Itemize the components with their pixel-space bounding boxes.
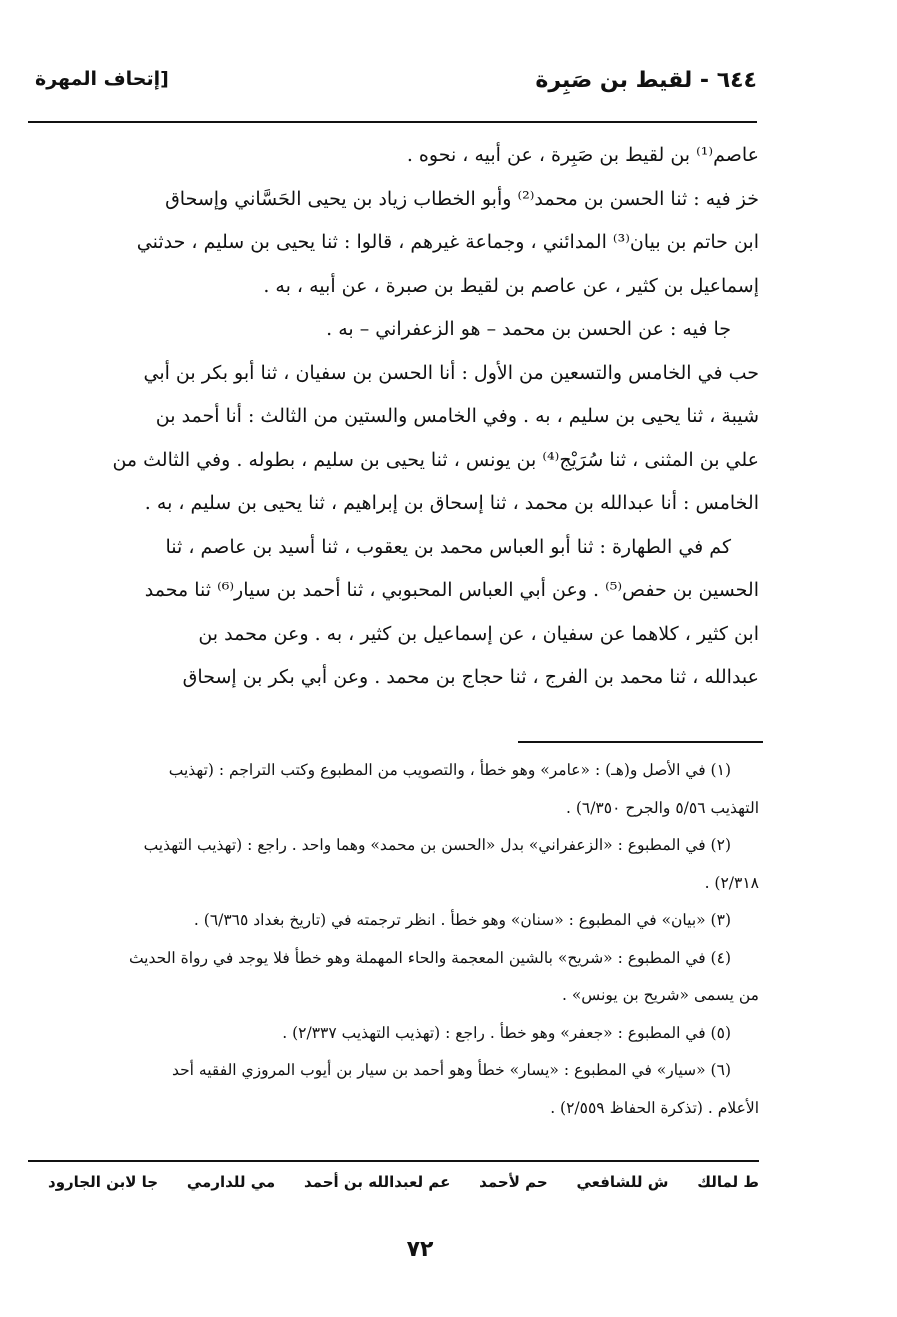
main-text: [48, 134, 759, 700]
legend-item: عم لعبدالله بن أحمد: [304, 1173, 451, 1191]
header-rule: [28, 121, 757, 123]
text-line: حب في الخامس والتسعين من الأول : أنا الحسن بن سفيان ، ثنا أبو بكر بن أبي: [143, 361, 759, 384]
text-line: جا فيه : عن الحسن بن محمد – هو الزعفراني – به .: [326, 318, 731, 340]
chapter-title: ٦٤٤ - لقيط بن صَبِرة: [535, 68, 757, 93]
footnote-line: (٦) «سيار» في المطبوع : «يسار» خطأ وهو أحمد بن سيار بن أيوب المروزي الفقيه أحد: [171, 1061, 731, 1079]
text-line: الخامس : أنا عبدالله بن محمد ، ثنا إسحاق بن إبراهيم ، ثنا يحيى بن سليم ، به .: [144, 492, 759, 514]
page-header: [35, 68, 757, 108]
text-line: عبدالله ، ثنا محمد بن الفرج ، ثنا حجاج بن محمد . وعن أبي بكر بن إسحاق: [182, 666, 759, 688]
footnote-line: (٥) في المطبوع : «جعفر» وهو خطأ . راجع : (تهذيب التهذيب ٢/٣٣٧) .: [282, 1023, 731, 1042]
legend-item: جا لابن الجارود: [48, 1173, 159, 1191]
text-line: ابن حاتم بن بيان⁽³⁾ المدائني ، وجماعة غيرهم ، قالوا : ثنا يحيى بن سليم ، حدثني: [136, 231, 759, 253]
footnote-line: (١) في الأصل و(هـ) : «عامر» وهو خطأ ، والتصويب من المطبوع وكتب التراجم : (تهذيب: [168, 761, 731, 779]
book-title: [إتحاف المهرة: [35, 68, 169, 90]
legend-item: ش للشافعي: [576, 1173, 669, 1191]
footnote-separator: [518, 741, 763, 743]
page-number: ٧٢: [406, 1237, 434, 1262]
text-line: شيبة ، ثنا يحيى بن سليم ، به . وفي الخامس والستين من الثالث : أنا أحمد بن: [155, 405, 759, 427]
footnote-line: (٣) «بيان» في المطبوع : «سنان» وهو خطأ . انظر ترجمته في (تاريخ بغداد ٦/٣٦٥) .: [193, 911, 731, 929]
text-line: إسماعيل بن كثير ، عن عاصم بن لقيط بن صبرة ، عن أبيه ، به .: [263, 274, 759, 297]
text-line: كم في الطهارة : ثنا أبو العباس محمد بن يعقوب ، ثنا أسيد بن عاصم ، ثنا: [165, 535, 731, 558]
footnote-line: الأعلام . (تذكرة الحفاظ ٢/٥٥٩) .: [550, 1098, 759, 1117]
text-line: عاصم⁽¹⁾ بن لقيط بن صَبِرة ، عن أبيه ، نحوه .: [406, 144, 759, 166]
text-line: ابن كثير ، كلاهما عن سفيان ، عن إسماعيل بن كثير ، به . وعن محمد بن: [198, 622, 759, 645]
footnote-line: (٤) في المطبوع : «شريح» بالشين المعجمة والحاء المهملة وهو خطأ فلا يوجد في رواة الحديث: [128, 948, 731, 967]
footnote-line: ٢/٣١٨) .: [704, 873, 759, 892]
abbreviation-legend: [48, 1173, 759, 1209]
text-line: الحسين بن حفص⁽⁵⁾ . وعن أبي العباس المحبوبي ، ثنا أحمد بن سيار⁽⁶⁾ ثنا محمد: [144, 579, 759, 601]
legend-item: ط لمالك: [697, 1173, 759, 1191]
footnote-line: (٢) في المطبوع : «الزعفراني» بدل «الحسن بن محمد» وهما واحد . راجع : (تهذيب التهذيب: [143, 836, 731, 854]
footnote-line: التهذيب ٥/٥٦ والجرح ٦/٣٥٠) .: [565, 798, 759, 817]
legend-item: حم لأحمد: [479, 1173, 548, 1191]
footnote-line: من يسمى «شريح بن يونس» .: [561, 986, 759, 1004]
legend-item: مي للدارمي: [186, 1173, 276, 1191]
text-line: خز فيه : ثنا الحسن بن محمد⁽²⁾ وأبو الخطاب زياد بن يحيى الحَسَّاني وإسحاق: [165, 187, 759, 210]
text-line: علي بن المثنى ، ثنا سُرَيْج⁽⁴⁾ بن يونس ، ثنا يحيى بن سليم ، بطوله . وفي الثالث من: [112, 448, 759, 471]
footnotes: [48, 752, 759, 1127]
legend-rule: [28, 1160, 759, 1162]
